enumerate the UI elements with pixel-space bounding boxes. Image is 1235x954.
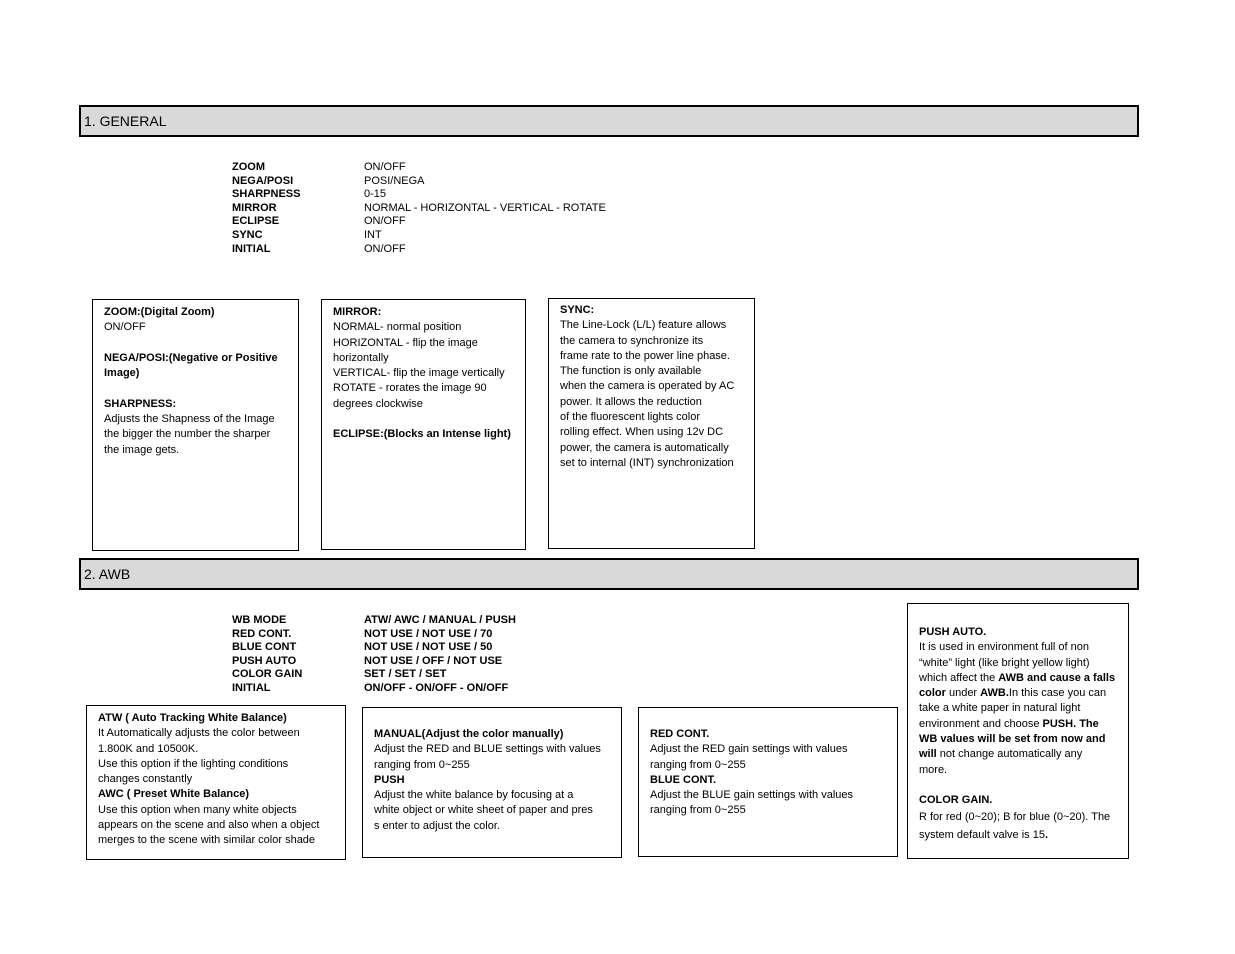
setting-row: NEGA/POSI POSI/NEGA bbox=[232, 174, 425, 187]
atw-awc-info-box: ATW ( Auto Tracking White Balance) It Automatically adjusts the color between 1.800K and 10500K. Use this option if the lighting conditions changes constantly AWC ( Preset White Balance) Use this option when many white objects appears on the scene and also when a object merges to the scene with similar color shade bbox=[86, 705, 346, 860]
section-title: 1. GENERAL bbox=[84, 113, 167, 129]
setting-row: ECLIPSE ON/OFF bbox=[232, 215, 406, 228]
sync-info-box: SYNC: The Line-Lock (L/L) feature allows the camera to synchronize its frame rate to the power line phase. The function is only available when the camera is operated by AC power. It allows the reduction of the fluorescent lights color rolling effect. When using 12v DC power, the camera is automatically set to internal (INT) synchronization bbox=[548, 298, 755, 549]
section-title: 2. AWB bbox=[84, 566, 131, 582]
setting-row: PUSH AUTO NOT USE / OFF / NOT USE bbox=[232, 654, 503, 667]
zoom-info-box: ZOOM:(Digital Zoom) ON/OFF NEGA/POSI:(Negative or Positive Image) SHARPNESS: Adjusts the Shapness of the Image the bigger the number the sharper the image gets. bbox=[92, 299, 299, 551]
setting-row: INITIAL ON/OFF bbox=[232, 242, 406, 255]
setting-row: SHARPNESS 0-15 bbox=[232, 188, 387, 201]
section-header-general bbox=[79, 105, 1139, 137]
awb-settings-list bbox=[232, 614, 652, 696]
push-auto-color-gain-info-box: PUSH AUTO. It is used in environment full of non “white” light (like bright yellow light) which affect the AWB and cause a falls color under AWB.In this case you can take a white paper in natural light environment and choose PUSH. The WB values will be set from now and will not change automatically any more. COLOR GAIN. R for red (0~20); B for blue (0~20). The system default valve is 15. bbox=[907, 603, 1129, 859]
setting-row: BLUE CONT NOT USE / NOT USE / 50 bbox=[232, 641, 493, 654]
setting-row: WB MODE ATW/ AWC / MANUAL / PUSH bbox=[232, 614, 516, 626]
mirror-info-box: MIRROR: NORMAL- normal position HORIZONTAL - flip the image horizontally VERTICAL- flip the image vertically ROTATE - rorates the image 90 degrees clockwise ECLIPSE:(Blocks an Intense light) bbox=[321, 299, 526, 550]
setting-row: INITIAL ON/OFF - ON/OFF - ON/OFF bbox=[232, 681, 509, 694]
setting-row: ZOOM ON/OFF bbox=[232, 161, 406, 173]
section-header-awb bbox=[79, 558, 1139, 590]
setting-row: SYNC INT bbox=[232, 228, 382, 241]
general-settings-list bbox=[232, 161, 652, 256]
red-blue-cont-info-box: RED CONT. Adjust the RED gain settings with values ranging from 0~255 BLUE CONT. Adjust the BLUE gain settings with values ranging from 0~255 bbox=[638, 707, 898, 857]
manual-push-info-box: MANUAL(Adjust the color manually) Adjust the RED and BLUE settings with values ranging from 0~255 PUSH Adjust the white balance by focusing at a white object or white sheet of paper and pres s enter to adjust the color. bbox=[362, 707, 622, 858]
setting-row: RED CONT. NOT USE / NOT USE / 70 bbox=[232, 627, 493, 640]
setting-row: COLOR GAIN SET / SET / SET bbox=[232, 668, 447, 681]
setting-row: MIRROR NORMAL - HORIZONTAL - VERTICAL - ROTATE bbox=[232, 201, 606, 214]
